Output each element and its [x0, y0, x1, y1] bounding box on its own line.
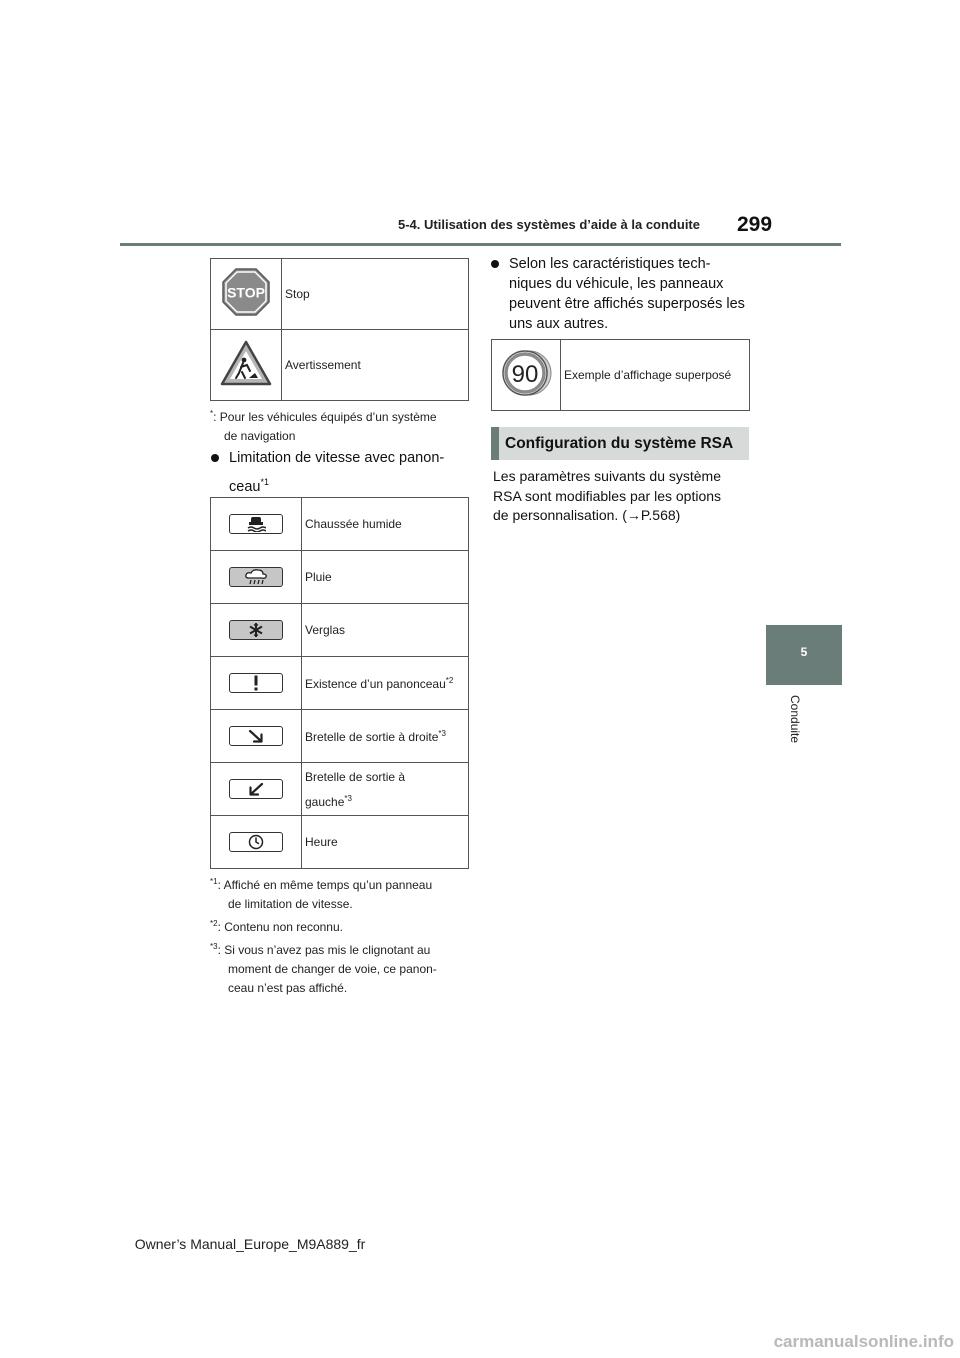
table-label: [302, 710, 469, 763]
roadworks-warning-icon: [220, 340, 272, 386]
body-text-line: RSA sont modifiables par les options: [493, 487, 722, 504]
bullet-speed-limit-plate: [211, 448, 489, 497]
table-label: [302, 657, 469, 710]
bullet-text: ceau: [229, 478, 261, 495]
footnote-text: ceau n’est pas affiché.: [228, 981, 348, 995]
footnote-ref: *3: [344, 793, 352, 803]
overlaid-speed-sign-icon: [498, 348, 554, 398]
footnote-text: : Pour les véhicules équipés d’un système: [213, 410, 437, 424]
table-row: [211, 498, 469, 551]
table-row: [211, 259, 469, 330]
footer-manual-id: Owner’s Manual_Europe_M9A889_fr: [134, 1236, 366, 1252]
table-row: [211, 763, 469, 816]
bullet-text: peuvent être affichés superposés les: [509, 296, 745, 312]
footnote-ref: *1: [260, 477, 269, 487]
bullet-dot: [491, 260, 499, 268]
footnote-mark: *: [210, 409, 214, 418]
arrow-down-left-icon: [229, 779, 283, 799]
table-label: Avertissement: [282, 330, 469, 401]
rsa-body-text: [493, 467, 753, 526]
arrow-down-right-icon: [229, 726, 283, 746]
table-icon-cell: [211, 604, 302, 657]
table-row: [211, 330, 469, 401]
bullet-dot: [211, 454, 219, 462]
table-label: Stop: [282, 259, 469, 330]
table-icon-cell: [211, 330, 282, 401]
footnote-1: [210, 872, 472, 914]
table-row: [211, 604, 469, 657]
table-label: Chaussée humide: [302, 498, 469, 551]
speed-value: 90: [511, 360, 539, 388]
table-row: [211, 710, 469, 763]
footnote-text: de limitation de vitesse.: [228, 897, 353, 911]
footnote-text: moment de changer de voie, ce panon-: [228, 962, 437, 976]
wet-road-icon: [229, 514, 283, 534]
top-signs-table: [210, 258, 469, 401]
footnote-3: [210, 937, 472, 998]
page-number: 299: [737, 213, 773, 236]
table-label: [302, 763, 469, 816]
footnote-ref: *2: [445, 675, 454, 685]
table-label: Verglas: [302, 604, 469, 657]
header-rule: [120, 243, 841, 246]
plates-table: [210, 497, 469, 869]
table-icon-cell: [492, 340, 561, 411]
section-title: 5-4. Utilisation des systèmes d’aide à la conduite: [398, 217, 700, 232]
table-icon-cell: [211, 498, 302, 551]
footnote-text: : Si vous n’avez pas mis le clignotant au: [217, 943, 431, 957]
bullet-overlay-signs: [491, 254, 774, 334]
body-text-line: Les paramètres suivants du système: [493, 468, 721, 484]
bullet-text: uns aux autres.: [509, 316, 609, 332]
table-icon-cell: [211, 763, 302, 816]
stop-sign-icon: [221, 267, 271, 317]
watermark: carmanualsonline.info: [773, 1332, 954, 1351]
footnote-mark: *2: [210, 919, 218, 928]
table-label-text: Existence d’un panonceau: [305, 676, 446, 691]
table-row: [211, 816, 469, 869]
table-label-text: Bretelle de sortie à: [305, 769, 406, 784]
exclamation-icon: [229, 673, 283, 693]
table-icon-cell: [211, 816, 302, 869]
bullet-text: niques du véhicule, les panneaux: [509, 276, 724, 292]
table-label: Pluie: [302, 551, 469, 604]
bullet-text: Limitation de vitesse avec panon-: [229, 450, 445, 466]
footnote-text: : Contenu non reconnu.: [217, 920, 343, 934]
footnote-text: de navigation: [224, 429, 296, 443]
footnote-mark: *1: [210, 877, 218, 886]
table-icon-cell: [211, 657, 302, 710]
arrow-icon: →: [626, 507, 641, 523]
table-label: Heure: [302, 816, 469, 869]
table-label: Exemple d’affichage superposé: [561, 340, 750, 411]
rsa-heading: Configuration du système RSA: [491, 427, 749, 460]
chapter-tab-number: 5: [800, 645, 808, 659]
footnote-text: : Affiché en même temps qu’un panneau: [217, 878, 433, 892]
body-text-line: de personnalisation. (: [493, 507, 627, 523]
footnote-ref: *3: [438, 728, 446, 738]
table-row: [492, 340, 750, 411]
table-icon-cell: [211, 551, 302, 604]
footnote-2: [210, 914, 472, 937]
page-reference-link[interactable]: P.568): [640, 507, 681, 523]
table-icon-cell: [211, 710, 302, 763]
table-icon-cell: [211, 259, 282, 330]
svg-text:STOP: STOP: [227, 284, 265, 300]
table-row: [211, 657, 469, 710]
footnote-mark: *3: [210, 942, 218, 951]
table-label-text: Bretelle de sortie à droite: [305, 729, 439, 744]
rain-icon: [229, 567, 283, 587]
clock-icon: [229, 832, 283, 852]
overlay-example-table: [491, 339, 750, 411]
footnote-navigation: [210, 404, 470, 446]
chapter-tab-label: Conduite: [788, 695, 802, 744]
table-row: [211, 551, 469, 604]
bullet-text: Selon les caractéristiques tech-: [509, 256, 711, 272]
snowflake-icon: [229, 620, 283, 640]
table-label-text: gauche: [305, 794, 345, 809]
